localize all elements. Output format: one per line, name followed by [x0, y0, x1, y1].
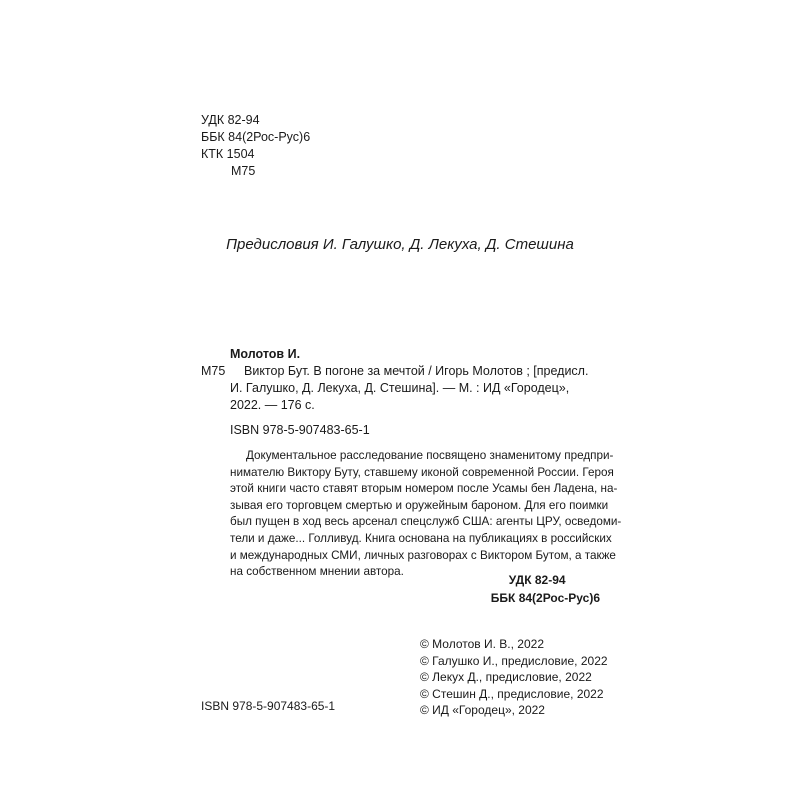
copyright-line: © Галушко И., предисловие, 2022	[420, 653, 608, 668]
annotation-line: зывая его торговцем смертью и оружейным бароном. Для его поимки	[230, 498, 609, 512]
annotation-line: на собственном мнении автора.	[230, 565, 404, 579]
ktk-code: КТК 1504	[201, 147, 255, 161]
copyright-line: © Лекух Д., предисловие, 2022	[420, 670, 592, 684]
isbn-record: ISBN 978-5-907483-65-1	[230, 423, 370, 437]
annotation-line: нимателю Виктору Буту, ставшему иконой современной России. Героя	[230, 465, 614, 479]
annotation	[230, 448, 622, 581]
classification-codes	[201, 112, 310, 180]
copyright-line: © Молотов И. В., 2022	[420, 637, 545, 651]
copyright-line: © ИД «Городец», 2022	[420, 703, 545, 717]
udk-code: УДК 82-94	[201, 113, 260, 127]
annotation-line: этой книги часто ставят вторым номером после Усамы бен Ладена, на-	[230, 482, 618, 496]
author-mark: М75	[231, 164, 256, 178]
bibliographic-description	[230, 363, 600, 414]
bbk-code: ББК 84(2Рос-Рус)6	[201, 130, 311, 144]
biblio-line: 2022. — 176 с.	[230, 398, 315, 412]
record-author: Молотов И.	[230, 347, 301, 361]
isbn-bottom: ISBN 978-5-907483-65-1	[201, 699, 336, 713]
annotation-line: был пущен в ход весь арсенал спецслужб США: агенты ЦРУ, осведоми-	[230, 515, 622, 529]
annotation-line: тели и даже... Голливуд. Книга основана на публикациях в российских	[230, 531, 612, 545]
copyright-list	[420, 636, 608, 719]
biblio-line: Виктор Бут. В погоне за мечтой / Игорь Молотов ; [предисл.	[244, 364, 589, 378]
bbk-footer: ББК 84(2Рос-Рус)6	[490, 591, 600, 605]
biblio-line: И. Галушко, Д. Лекуха, Д. Стешина]. — М. : ИД «Городец»,	[230, 381, 570, 395]
classification-footer	[491, 571, 600, 607]
udk-footer: УДК 82-94	[508, 573, 566, 587]
copyright-line: © Стешин Д., предисловие, 2022	[420, 686, 604, 701]
record-mark: М75	[201, 364, 226, 378]
annotation-line: и международных СМИ, личных разговорах с Виктором Бутом, а также	[230, 548, 616, 562]
annotation-line: Документальное расследование посвящено знаменитому предпри-	[246, 449, 614, 462]
prefaces-credit: Предисловия И. Галушко, Д. Лекуха, Д. Стешина	[226, 236, 574, 253]
